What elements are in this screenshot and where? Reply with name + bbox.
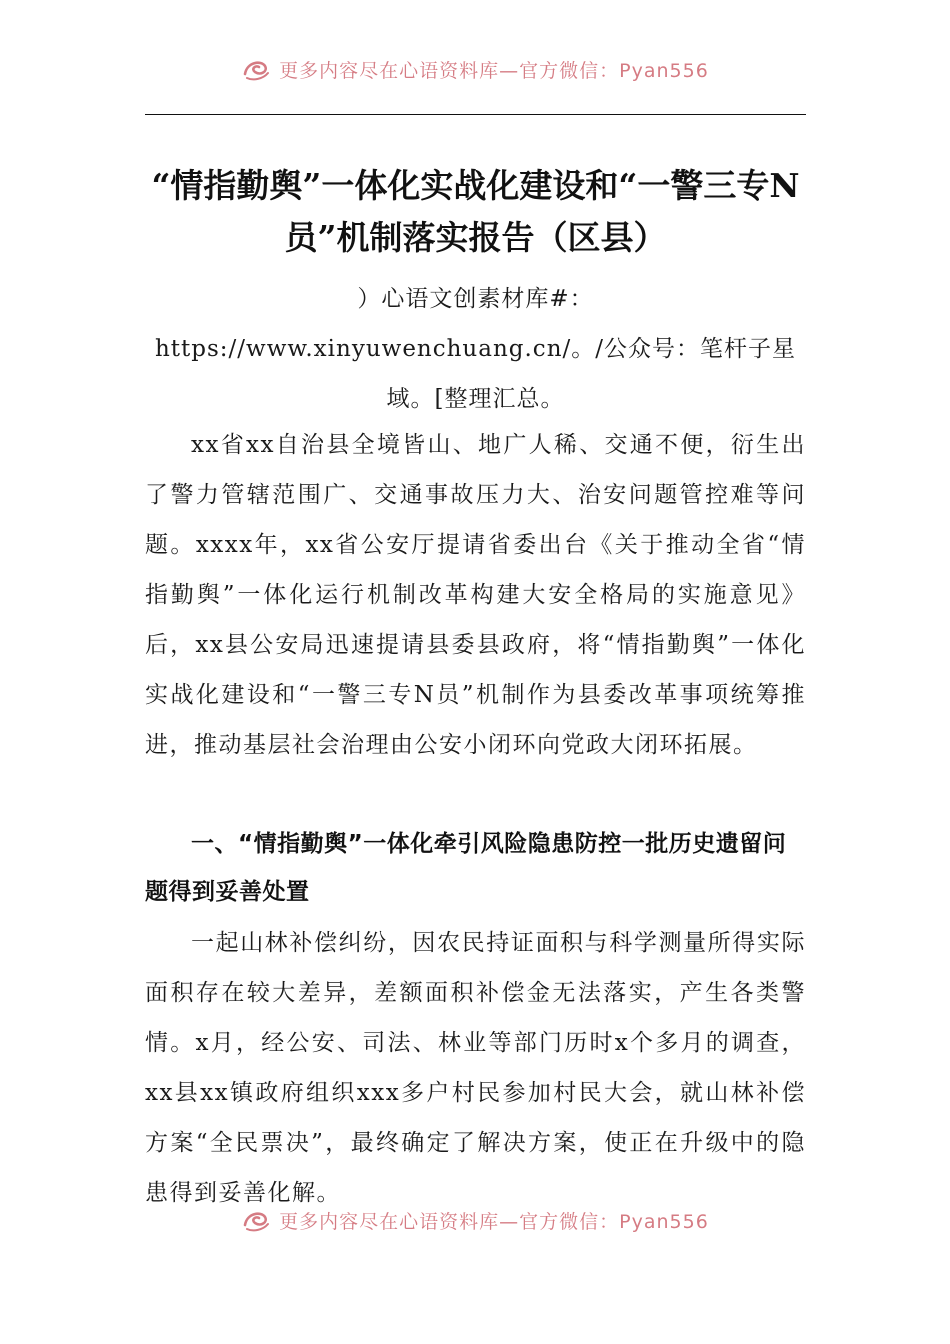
section-heading-1: 一、“情指勤舆”一体化牵引风险隐患防控一批历史遗留问题得到妥善处置 [145,831,787,905]
paragraph-section-1: 一起山林补偿纠纷，因农民持证面积与科学测量所得实际面积存在较大差异，差额面积补偿金无法落实，产生各类警情。x月，经公安、司法、林业等部门历时x个多月的调查，xx县xx镇政府组织xxx多户村民参加村民大会，就山林补偿方案“全民票决”，最终确定了解决方案，使正在升级中的隐患得到妥善化解。 [145,930,806,1206]
watermark-text: 更多内容尽在心语资料库—官方微信：Pyan556 [279,59,709,82]
document-source-line: ）心语文创素材库#：https://www.xinyuwenchuang.cn/。/公众号：笔杆子星域。[整理汇总。 [154,286,797,412]
swirl-logo-icon [241,56,271,82]
footer-watermark [0,1203,950,1237]
document-title: “情指勤舆”一体化实战化建设和“一警三专N员”机制落实报告（区县） [151,166,800,257]
header-watermark [0,52,950,86]
paragraph-intro: xx省xx自治县全境皆山、地广人稀、交通不便，衍生出了警力管辖范围广、交通事故压力大、治安问题管控难等问题。xxxx年，xx省公安厅提请省委出台《关于推动全省“情指勤舆”一体化运行机制改革构建大安全格局的实施意见》后，xx县公安局迅速提请县委县政府，将“情指勤舆”一体化实战化建设和“一警三专N员”机制作为县委改革事项统筹推进，推动基层社会治理由公安小闭环向党政大闭环拓展。 [145,432,806,758]
watermark-text: 更多内容尽在心语资料库—官方微信：Pyan556 [279,1210,709,1233]
header-divider [145,114,806,115]
swirl-logo-icon [241,1207,271,1233]
